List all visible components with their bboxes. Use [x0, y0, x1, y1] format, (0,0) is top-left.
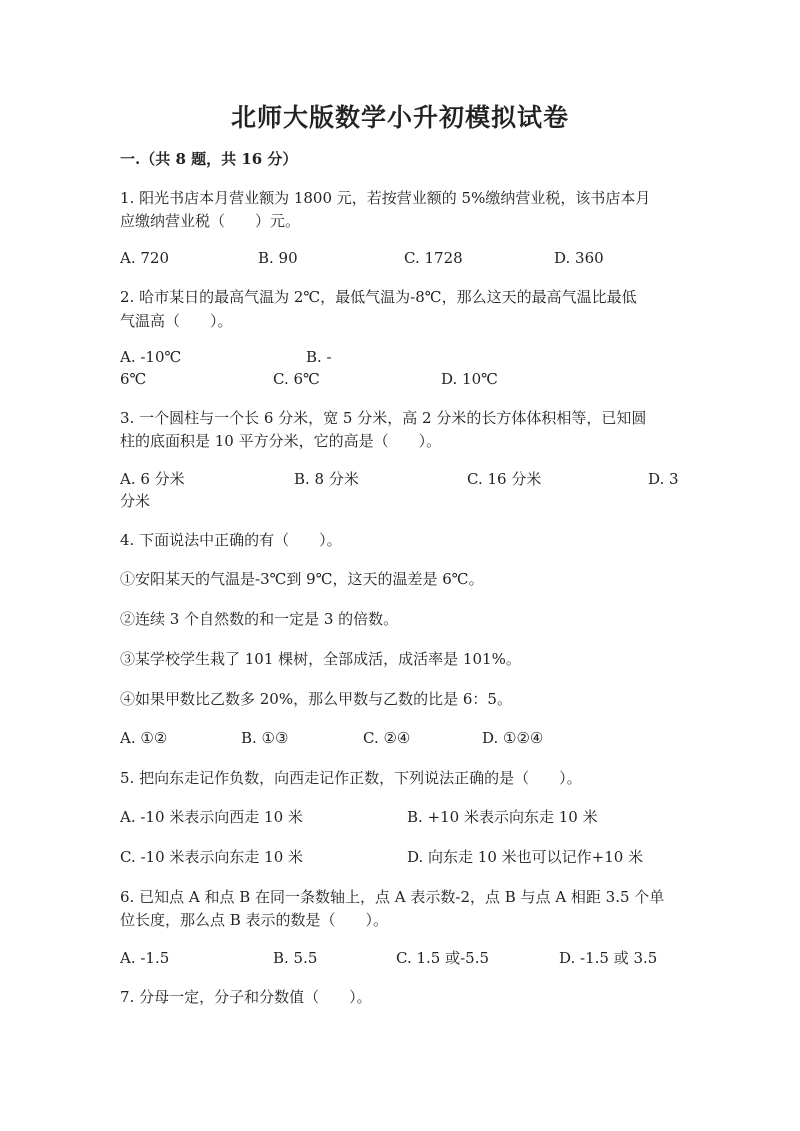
q6-text-line-2: 位长度，那么点 B 表示的数是（ ）。: [120, 911, 389, 929]
q4-statement-2: ②连续 3 个自然数的和一定是 3 的倍数。: [120, 610, 399, 628]
q6-text-line-1: 6. 已知点 A 和点 B 在同一条数轴上，点 A 表示数-2，点 B 与点 A 相距 3.5 个单: [120, 888, 665, 906]
q3-text-line-2: 柱的底面积是 10 平方分米，它的高是（ ）。: [120, 432, 442, 450]
q2-option-a: A. -10℃: [120, 348, 182, 366]
q1-option-a: A. 720: [120, 249, 169, 267]
q2-text-line-2: 气温高（ ）。: [120, 312, 233, 330]
q2-text-line-1: 2. 哈市某日的最高气温为 2℃，最低气温为-8℃，那么这天的最高气温比最低: [120, 288, 637, 306]
q6-option-c: C. 1.5 或-5.5: [396, 949, 490, 967]
q5-text: 5. 把向东走记作负数，向西走记作正数，下列说法正确的是（ ）。: [120, 769, 582, 787]
q3-option-d-continued: 分米: [120, 492, 151, 510]
q1-option-c: C. 1728: [404, 249, 463, 267]
q3-option-b: B. 8 分米: [294, 470, 359, 488]
q4-statement-4: ④如果甲数比乙数多 20%，那么甲数与乙数的比是 6：5。: [120, 690, 512, 708]
q4-text: 4. 下面说法中正确的有（ ）。: [120, 531, 342, 549]
q5-option-c: C. -10 米表示向东走 10 米: [120, 848, 304, 866]
q6-option-a: A. -1.5: [120, 949, 170, 967]
q3-text-line-1: 3. 一个圆柱与一个长 6 分米，宽 5 分米，高 2 分米的长方体体积相等，已知圆: [120, 409, 647, 427]
q3-option-c: C. 16 分米: [467, 470, 542, 488]
q3-option-a: A. 6 分米: [120, 470, 185, 488]
q2-option-b: B. -: [306, 348, 332, 366]
q6-option-d: D. -1.5 或 3.5: [559, 949, 658, 967]
q1-option-d: D. 360: [554, 249, 604, 267]
q5-option-a: A. -10 米表示向西走 10 米: [120, 808, 303, 826]
q4-option-d: D. ①②④: [482, 729, 544, 747]
q4-option-c: C. ②④: [363, 729, 411, 747]
q4-statement-1: ①安阳某天的气温是-3℃到 9℃，这天的温差是 6℃。: [120, 570, 484, 588]
q1-text-line-1: 1. 阳光书店本月营业额为 1800 元，若按营业额的 5%缴纳营业税，该书店本月: [120, 189, 651, 207]
q1-text-line-2: 应缴纳营业税（ ）元。: [120, 212, 301, 230]
q5-option-d: D. 向东走 10 米也可以记作+10 米: [407, 848, 644, 866]
q3-option-d: D. 3: [648, 470, 679, 488]
q2-option-b-continued: 6℃: [120, 370, 147, 388]
q5-option-b: B. +10 米表示向东走 10 米: [407, 808, 598, 826]
q1-option-b: B. 90: [258, 249, 298, 267]
q2-option-c: C. 6℃: [273, 370, 320, 388]
q4-option-b: B. ①③: [241, 729, 289, 747]
q2-option-d: D. 10℃: [441, 370, 498, 388]
q7-text: 7. 分母一定，分子和分数值（ ）。: [120, 988, 372, 1006]
exam-title: 北师大版数学小升初模拟试卷: [230, 103, 569, 132]
q4-statement-3: ③某学校学生栽了 101 棵树，全部成活，成活率是 101%。: [120, 650, 521, 668]
section-heading: 一.（共 8 题，共 16 分）: [120, 150, 298, 168]
q4-option-a: A. ①②: [120, 729, 168, 747]
q6-option-b: B. 5.5: [273, 949, 318, 967]
